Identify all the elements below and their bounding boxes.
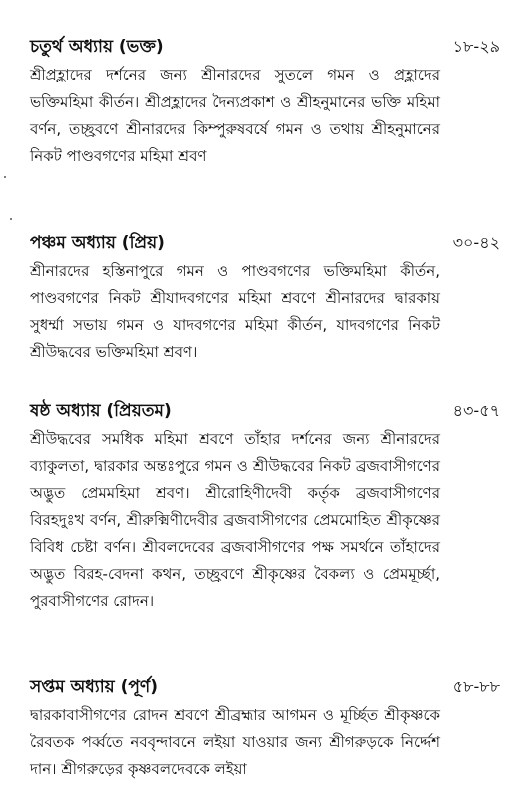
scan-speck bbox=[4, 176, 6, 178]
chapter-page-range: ৪৩-৫৭ bbox=[452, 401, 500, 420]
chapter-title: ষষ্ঠ অধ্যায় (প্রিয়তম) bbox=[30, 401, 172, 421]
chapter-page-range: ১৮-২৯ bbox=[452, 37, 500, 56]
chapter-title: চতুর্থ অধ্যায় (ভক্ত) bbox=[30, 37, 164, 57]
chapter-4 bbox=[30, 34, 500, 170]
chapter-heading bbox=[30, 674, 500, 700]
scan-speck bbox=[10, 218, 12, 220]
chapter-summary: শ্রীউদ্ধবের সমধিক মহিমা শ্রবণে তাঁহার দর্শনের জন্য শ্রীনারদের ব্যাকুলতা, দ্বারকার অন্তঃপুরে গমন ও শ্রীউদ্ধবের নিকট ব্রজবাসীগণের অদ্ভুত প্রেমমহিমা শ্রবণ। শ্রীরোহিণীদেবী কর্তৃক ব্রজবাসীগণের বিরহদুঃখ বর্ণন, শ্রীরুক্মিণীদেবীর ব্রজবাসীগণের প্রেমমোহিত শ্রীকৃষ্ণের বিবিধ চেষ্টা বর্ণন। শ্রীবলদেবের ব্রজবাসীগণের পক্ষ সমর্থনে তাঁহাদের অদ্ভুত বিরহ-বেদনা কথন, তচ্ছ্রবণে শ্রীকৃষ্ণের বৈকল্য ও প্রেমমূর্চ্ছা, পুরবাসীগণের রোদন। bbox=[30, 430, 440, 610]
chapter-5 bbox=[30, 230, 500, 366]
chapter-6 bbox=[30, 398, 500, 615]
chapter-summary: দ্বারকাবাসীগণের রোদন শ্রবণে শ্রীব্রহ্মার আগমন ও মূর্চ্ছিত শ্রীকৃষ্ণকে রৈবতক পর্ব্বতে নববৃন্দাবনে লইয়া যাওয়ার জন্য শ্রীগরুড়কে নির্দ্দেশ দান। শ্রীগরুড়ের কৃষ্ণবলদেবকে লইয়া bbox=[30, 706, 440, 778]
chapter-7 bbox=[30, 674, 500, 783]
chapter-heading bbox=[30, 230, 500, 256]
chapter-page-range: ৩০-৪২ bbox=[452, 233, 500, 252]
chapter-heading bbox=[30, 398, 500, 424]
chapter-title: পঞ্চম অধ্যায় (প্রিয়) bbox=[30, 233, 165, 253]
chapter-title: সপ্তম অধ্যায় (পূর্ণ) bbox=[30, 677, 158, 697]
chapter-summary: শ্রীপ্রহ্লাদের দর্শনের জন্য শ্রীনারদের সুতলে গমন ও প্রহ্লাদের ভক্তিমহিমা কীর্তন। শ্রীপ্রহ্লাদের দৈন্যপ্রকাশ ও শ্রীহনুমানের ভক্তি মহিমা বর্ণন, তচ্ছ্রবণে শ্রীনারদের কিম্পুরুষবর্ষে গমন ও তথায় শ্রীহনুমানের নিকট পাণ্ডবগণের মহিমা শ্রবণ bbox=[30, 66, 440, 165]
chapter-summary: শ্রীনারদের হস্তিনাপুরে গমন ও পাণ্ডবগণের ভক্তিমহিমা কীর্তন, পাণ্ডবগণের নিকট শ্রীযাদবগণের মহিমা শ্রবণে শ্রীনারদের দ্বারকায় সুধর্ম্মা সভায় গমন ও যাদবগণের মহিমা কীর্তন, যাদবগণের নিকট শ্রীউদ্ধবের ভক্তিমহিমা শ্রবণ। bbox=[30, 262, 440, 361]
chapter-page-range: ৫৮-৮৮ bbox=[452, 677, 500, 696]
chapter-heading bbox=[30, 34, 500, 60]
